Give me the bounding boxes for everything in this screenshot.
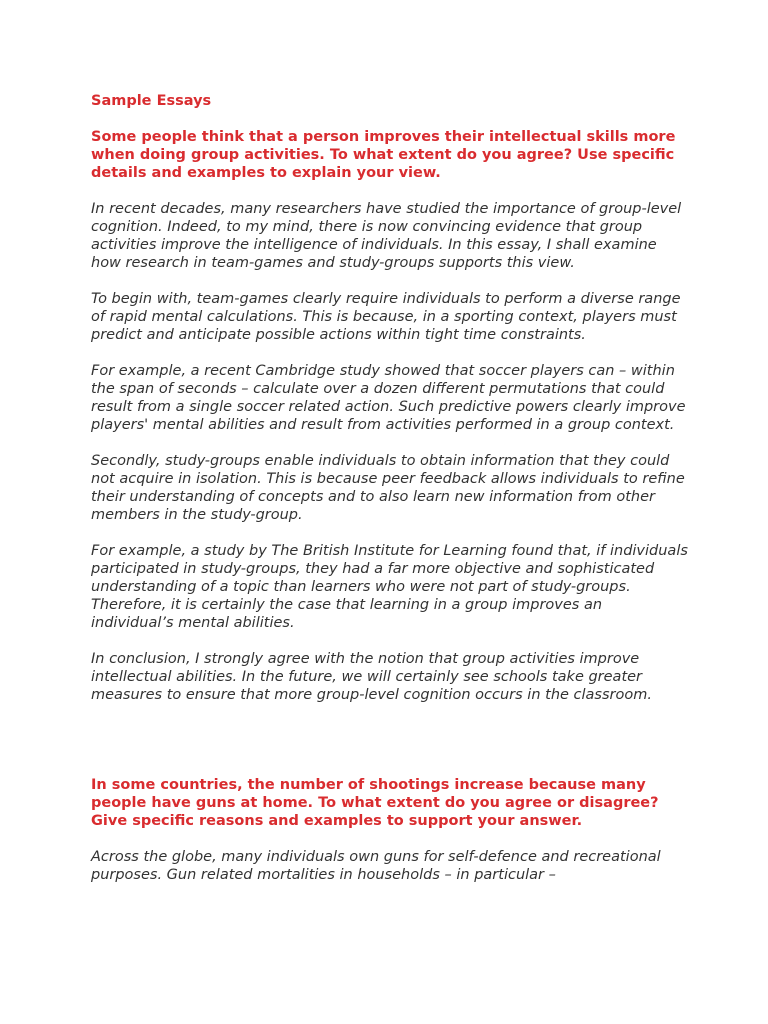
section-spacer [91, 722, 688, 776]
essay-1 [91, 128, 688, 704]
essay-1-paragraph-3: For example, a recent Cambridge study showed that soccer players can – within the span of seconds – calculate over a dozen different permutations that could result from a single soccer related action. Such predictive powers clearly improve players' mental abilities and result from activities performed in a group context. [91, 363, 686, 433]
essay-1-question: Some people think that a person improves their intellectual skills more when doing group activities. To what extent do you agree? Use specific details and examples to explain your view. [91, 129, 676, 181]
essay-2-question: In some countries, the number of shootings increase because many people have guns at home. To what extent do you agree or disagree? Give specific reasons and examples to support your answer. [91, 777, 659, 829]
document-title: Sample Essays [91, 93, 212, 109]
essay-1-paragraph-6: In conclusion, I strongly agree with the notion that group activities improve intellectual abilities. In the future, we will certainly see schools take greater measures to ensure that more group-level cognition occurs in the classroom. [91, 651, 652, 703]
essay-2 [91, 776, 688, 884]
essay-1-paragraph-2: To begin with, team-games clearly require individuals to perform a diverse range of rapid mental calculations. This is because, in a sporting context, players must predict and anticipate possible actions within tight time constraints. [91, 291, 681, 343]
essay-1-paragraph-5: For example, a study by The British Institute for Learning found that, if individuals participated in study-groups, they had a far more objective and sophisticated understanding of a topic than learners who were not part of study-groups. Therefore, it is certainly the case that learning in a group improves an individual’s mental abilities. [91, 543, 688, 631]
essay-1-paragraph-4: Secondly, study-groups enable individuals to obtain information that they could not acquire in isolation. This is because peer feedback allows individuals to refine their understanding of concepts and to also learn new information from other members in the study-group. [91, 453, 685, 523]
essay-1-paragraph-1: In recent decades, many researchers have studied the importance of group-level cognition. Indeed, to my mind, there is now convincing evidence that group activities improve the intelligence of individuals. In this essay, I shall examine how research in team-games and study-groups supports this view. [91, 201, 682, 271]
essay-2-paragraph-1: Across the globe, many individuals own guns for self-defence and recreational purposes. Gun related mortalities in households – in particular – [91, 849, 661, 883]
